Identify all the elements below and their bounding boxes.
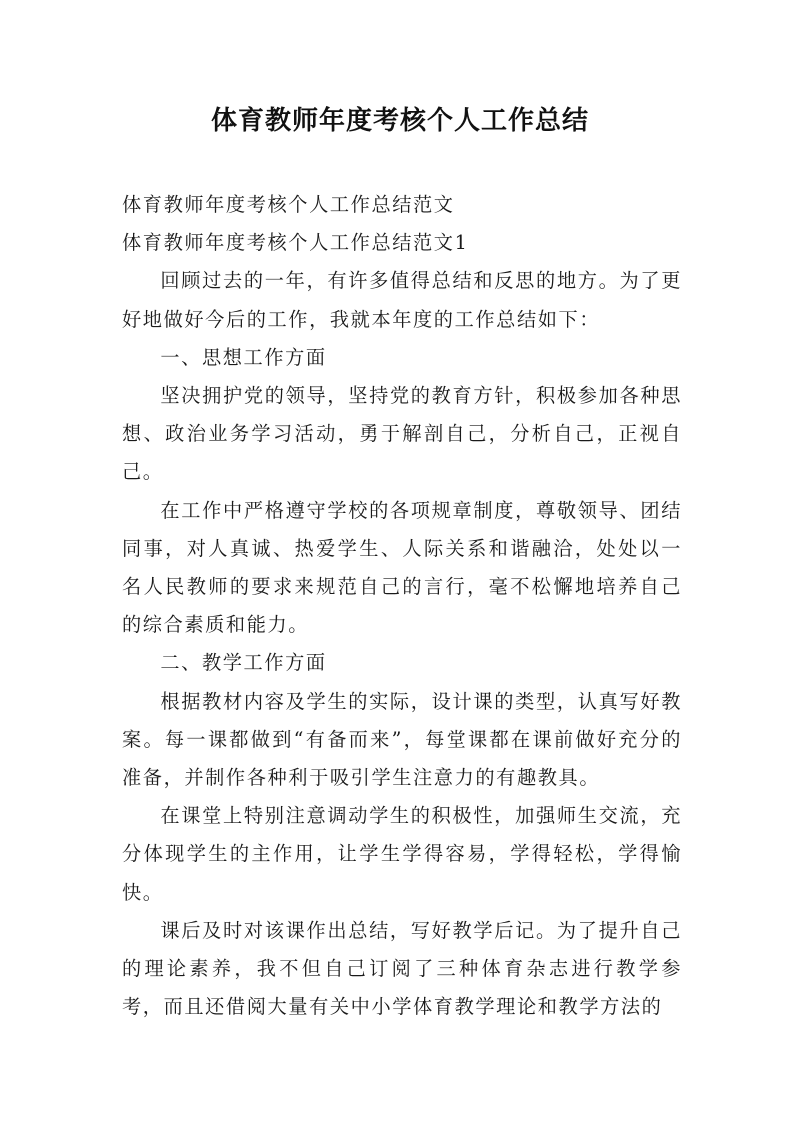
section-heading-teaching: 二、教学工作方面	[160, 651, 327, 675]
document-body	[122, 186, 682, 1026]
paragraph-intro: 回顾过去的一年，有许多值得总结和反思的地方。为了更好地做好今后的工作，我就本年度的工作总结如下：	[122, 269, 682, 331]
paragraph-doc-heading: 体育教师年度考核个人工作总结范文	[122, 193, 455, 216]
paragraph-ideology-2: 在工作中严格遵守学校的各项规章制度，尊敬领导、团结同事，对人真诚、热爱学生、人际关系和谐融洽，处处以一名人民教师的要求来规范自己的言行，毫不松懈地培养自己的综合素质和能力。	[122, 498, 682, 637]
paragraph-teaching-1: 根据教材内容及学生的实际，设计课的类型，认真写好教案。每一课都做到“有备而来”，每堂课都在课前做好充分的准备，并制作各种利于吸引学生注意力的有趣教具。	[122, 689, 682, 790]
paragraph-ideology-1: 坚决拥护党的领导，坚持党的教育方针，积极参加各种思想、政治业务学习活动，勇于解剖自己，分析自己，正视自己。	[122, 384, 682, 484]
document-title: 体育教师年度考核个人工作总结	[210, 106, 589, 136]
paragraph-teaching-2: 在课堂上特别注意调动学生的积极性，加强师生交流，充分体现学生的主作用，让学生学得容易，学得轻松，学得愉快。	[122, 804, 682, 904]
section-heading-ideology: 一、思想工作方面	[160, 345, 327, 369]
paragraph-doc-subheading: 体育教师年度考核个人工作总结范文1	[122, 231, 469, 255]
paragraph-teaching-3: 课后及时对该课作出总结，写好教学后记。为了提升自己的理论素养，我不但自己订阅了三种体育杂志进行教学参考，而且还借阅大量有关中小学体育教学理论和教学方法的	[122, 918, 682, 1019]
